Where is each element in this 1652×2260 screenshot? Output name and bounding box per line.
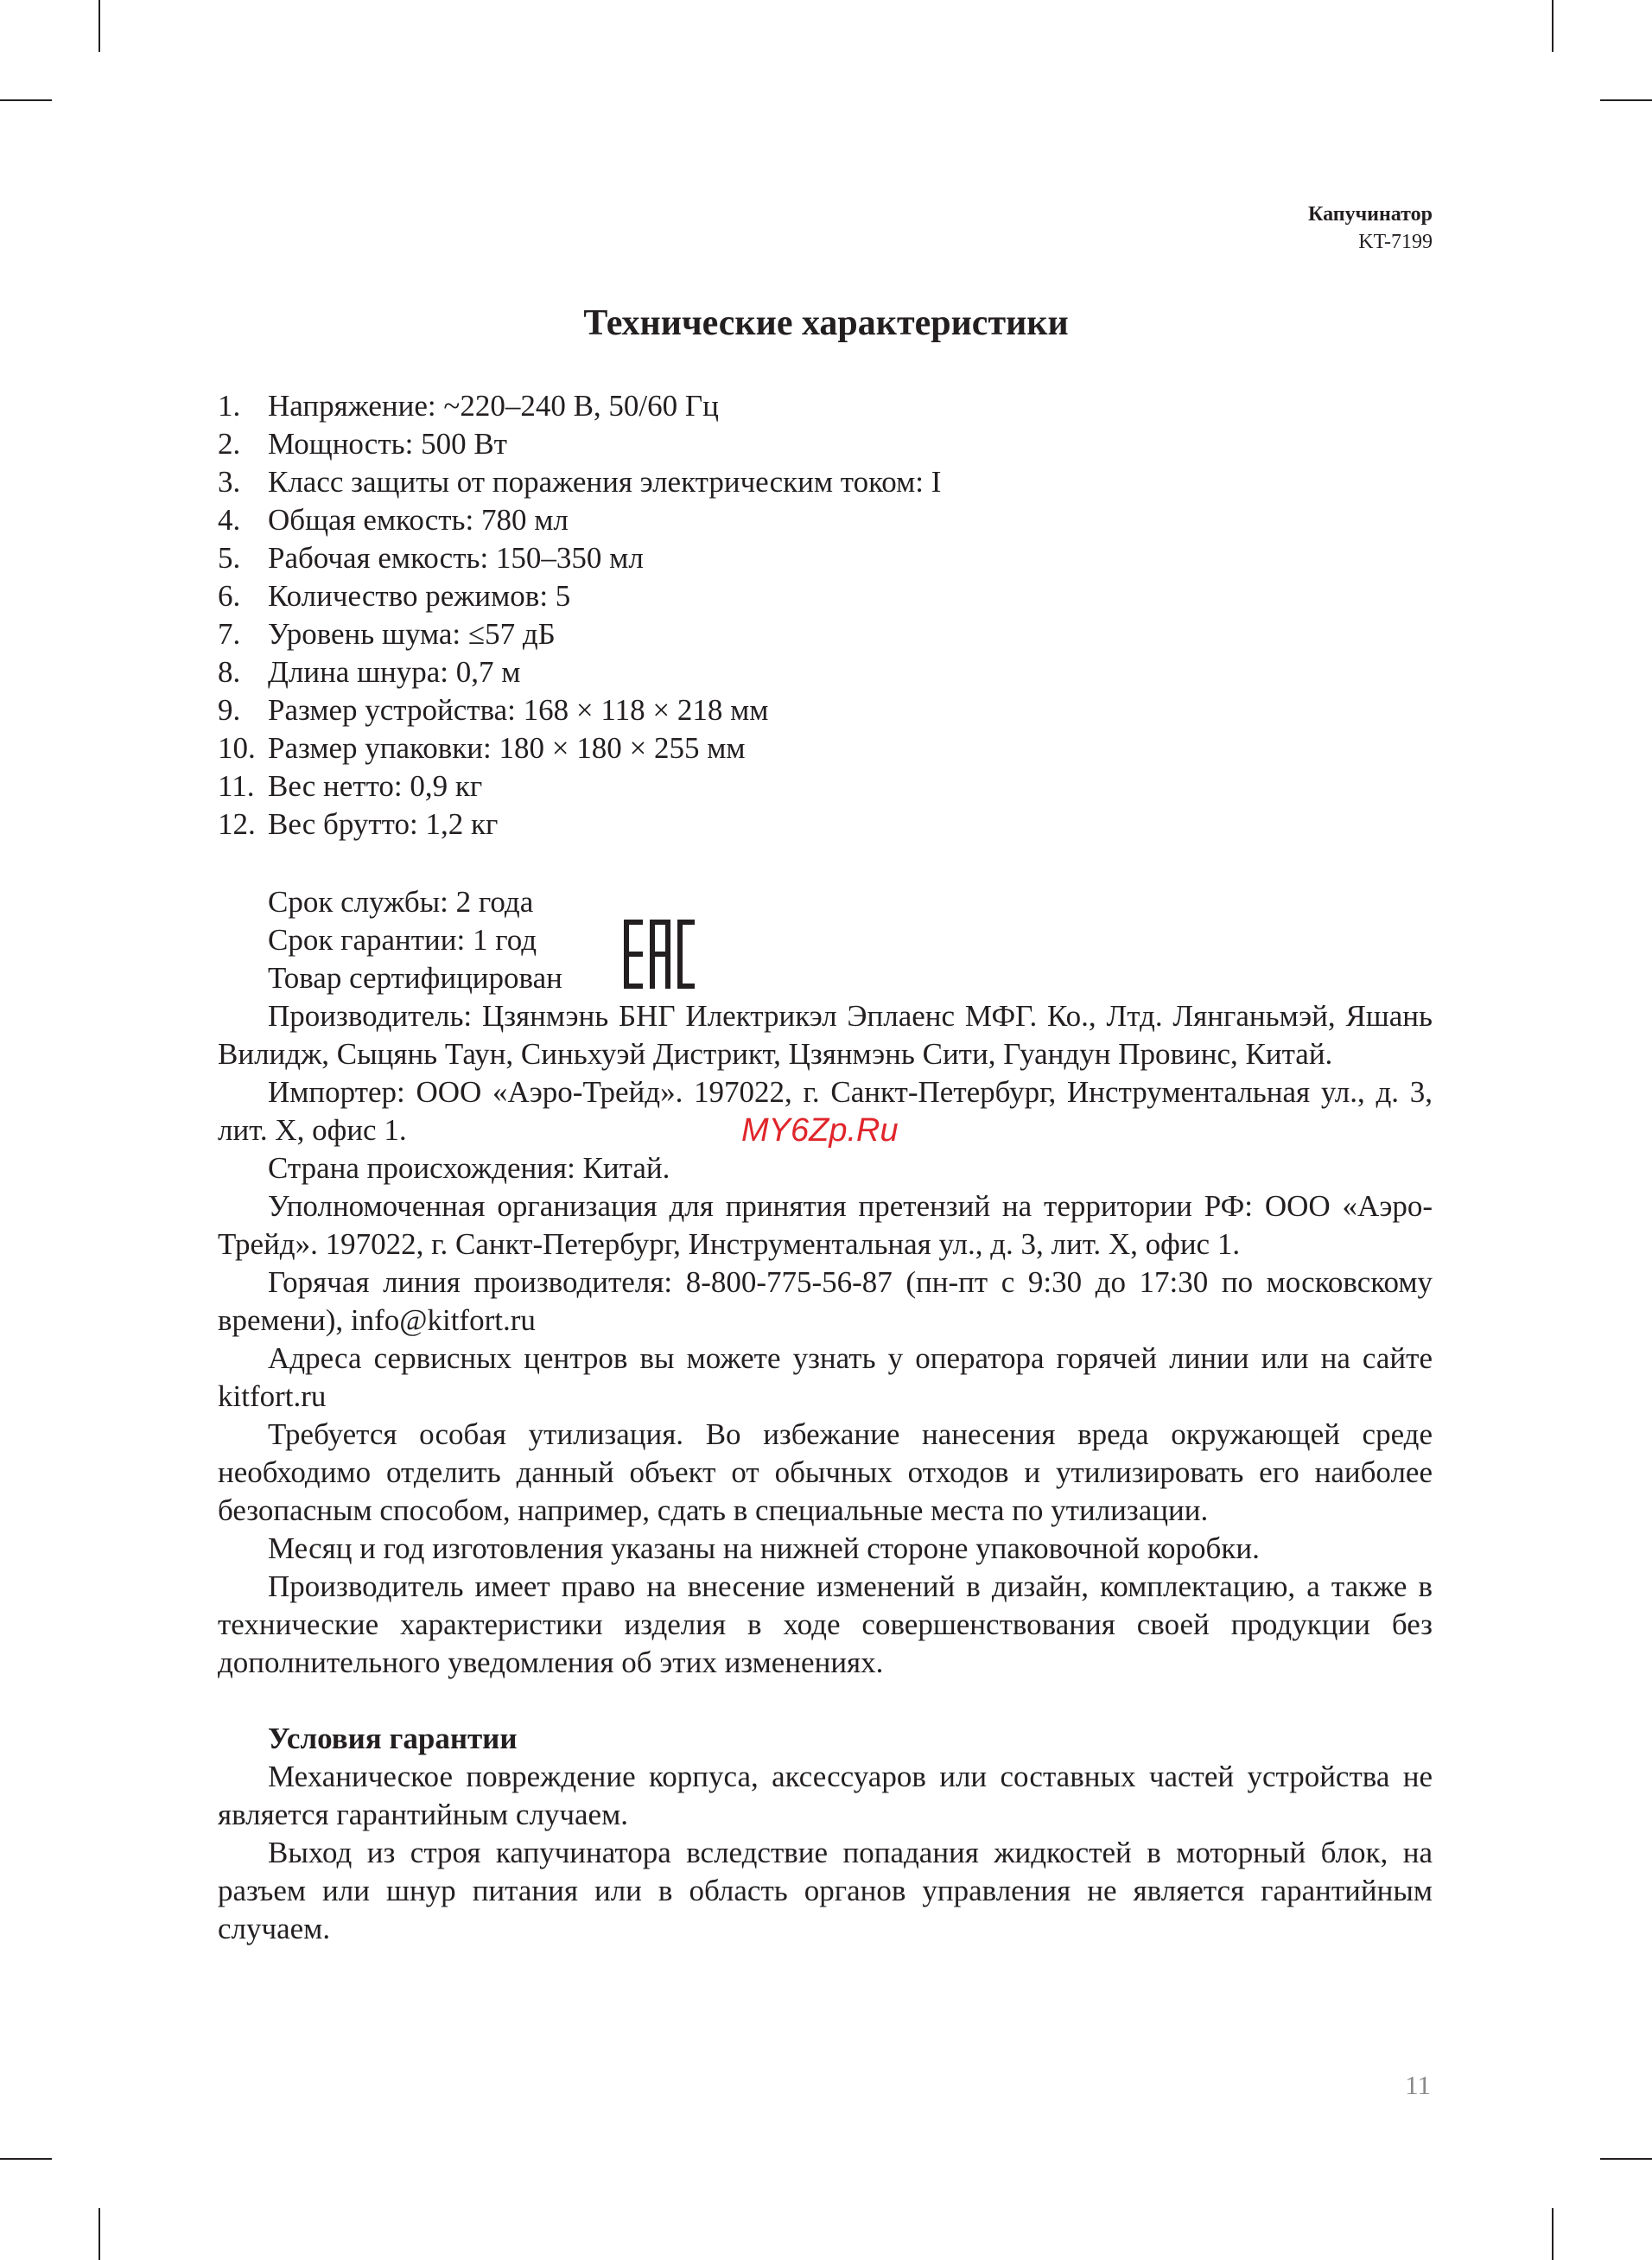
manufacture-date-paragraph: Месяц и год изготовления указаны на нижней стороне упаковочной коробки. (268, 1531, 1260, 1565)
list-item (218, 805, 941, 844)
product-name: Капучинатор (1308, 203, 1433, 226)
list-text: Мощность: 500 Вт (268, 427, 507, 461)
hotline-paragraph: Горячая линия производителя: 8-800-775-56-87 (пн-пт с 9:30 до 17:30 по московскому времени), info@kitfort.ru (218, 1265, 1433, 1337)
country-paragraph: Страна происхождения: Китай. (268, 1151, 670, 1185)
eac-certification-icon (624, 920, 695, 989)
service-life: Срок службы: 2 года (268, 885, 534, 919)
crop-mark (0, 99, 52, 101)
importer-paragraph: Импортер: ООО «Аэро-Трейд». 197022, г. Санкт-Петербург, Инструментальная ул., д. 3, лит. Х, офис 1. (218, 1075, 1433, 1147)
list-number: 10. (218, 731, 256, 765)
list-item (218, 425, 941, 463)
list-text: Количество режимов: 5 (268, 579, 571, 613)
list-number: 7. (218, 617, 241, 651)
page-title: Технические характеристики (583, 303, 1069, 343)
list-item (218, 577, 941, 615)
list-number: 11. (218, 769, 255, 803)
list-text: Общая емкость: 780 мл (268, 503, 569, 537)
list-text: Вес брутто: 1,2 кг (268, 807, 499, 841)
crop-mark (1552, 0, 1554, 52)
list-number: 5. (218, 541, 241, 575)
product-model: KT-7199 (1358, 231, 1433, 253)
warranty-paragraph: Выход из строя капучинатора вследствие попадания жидкостей в моторный блок, на разъем или шнур питания или в область органов управления не является гарантийным случаем. (218, 1836, 1433, 1945)
changes-paragraph: Производитель имеет право на внесение изменений в дизайн, комплектацию, а также в технические характеристики изделия в ходе совершенствования своей продукции без дополнительного уведомления об этих изменениях. (218, 1569, 1433, 1679)
list-number: 2. (218, 427, 241, 461)
list-text: Размер упаковки: 180 × 180 × 255 мм (268, 731, 746, 765)
list-text: Класс защиты от поражения электрическим током: I (268, 465, 942, 499)
page-number: 11 (1405, 2070, 1431, 2100)
crop-mark (1600, 2158, 1652, 2160)
list-text: Длина шнура: 0,7 м (268, 655, 521, 689)
running-header (1308, 201, 1433, 256)
list-text: Размер устройства: 168 × 118 × 218 мм (268, 693, 769, 727)
list-number: 6. (218, 579, 241, 613)
warranty-term: Срок гарантии: 1 год (268, 923, 537, 957)
spacer (218, 1682, 1433, 1720)
disposal-paragraph: Требуется особая утилизация. Во избежание нанесения вреда окружающей среде необходимо отделить данный объект от обычных отходов и утилизировать его наиболее безопасным способом, например, сдать в специальные места по утилизации. (218, 1417, 1433, 1527)
list-item (218, 653, 941, 691)
list-number: 12. (218, 807, 256, 841)
crop-mark (1600, 99, 1652, 101)
list-text: Рабочая емкость: 150–350 мл (268, 541, 644, 575)
certified-note: Товар сертифицирован (268, 961, 562, 995)
list-item (218, 539, 941, 577)
crop-mark (1552, 2208, 1554, 2260)
list-item (218, 387, 941, 425)
list-item (218, 729, 941, 767)
list-text: Уровень шума: ≤57 дБ (268, 617, 556, 651)
list-number: 3. (218, 465, 241, 499)
specs-list (218, 387, 941, 844)
authorized-paragraph: Уполномоченная организация для принятия претензий на территории РФ: ООО «Аэро-Трейд». 197022, г. Санкт-Петербург, Инструментальная ул., д. 3, лит. Х, офис 1. (218, 1189, 1433, 1261)
list-text: Напряжение: ~220–240 В, 50/60 Гц (268, 389, 719, 423)
crop-mark (98, 0, 100, 52)
list-item (218, 767, 941, 805)
list-item (218, 463, 941, 501)
warranty-paragraph: Механическое повреждение корпуса, аксессуаров или составных частей устройства не является гарантийным случаем. (218, 1760, 1433, 1831)
service-info (268, 883, 562, 997)
watermark: MY6Zp.Ru (741, 1112, 899, 1149)
list-item (218, 691, 941, 729)
list-number: 1. (218, 389, 241, 423)
list-item (218, 615, 941, 653)
manufacturer-paragraph: Производитель: Цзянмэнь БНГ Илектрикэл Эплаенс МФГ. Ко., Лтд. Лянганьмэй, Яшань Вилидж, Сыцянь Таун, Синьхуэй Дистрикт, Цзянмэнь Сити, Гуандун Провинс, Китай. (218, 999, 1433, 1071)
list-number: 8. (218, 655, 241, 689)
list-number: 9. (218, 693, 241, 727)
warranty-heading: Условия гарантии (268, 1722, 518, 1755)
list-text: Вес нетто: 0,9 кг (268, 769, 483, 803)
crop-mark (0, 2158, 52, 2160)
service-centers-paragraph: Адреса сервисных центров вы можете узнать у оператора горячей линии или на сайте kitfort.ru (218, 1341, 1433, 1413)
list-number: 4. (218, 503, 241, 537)
crop-mark (98, 2208, 100, 2260)
list-item (218, 501, 941, 539)
